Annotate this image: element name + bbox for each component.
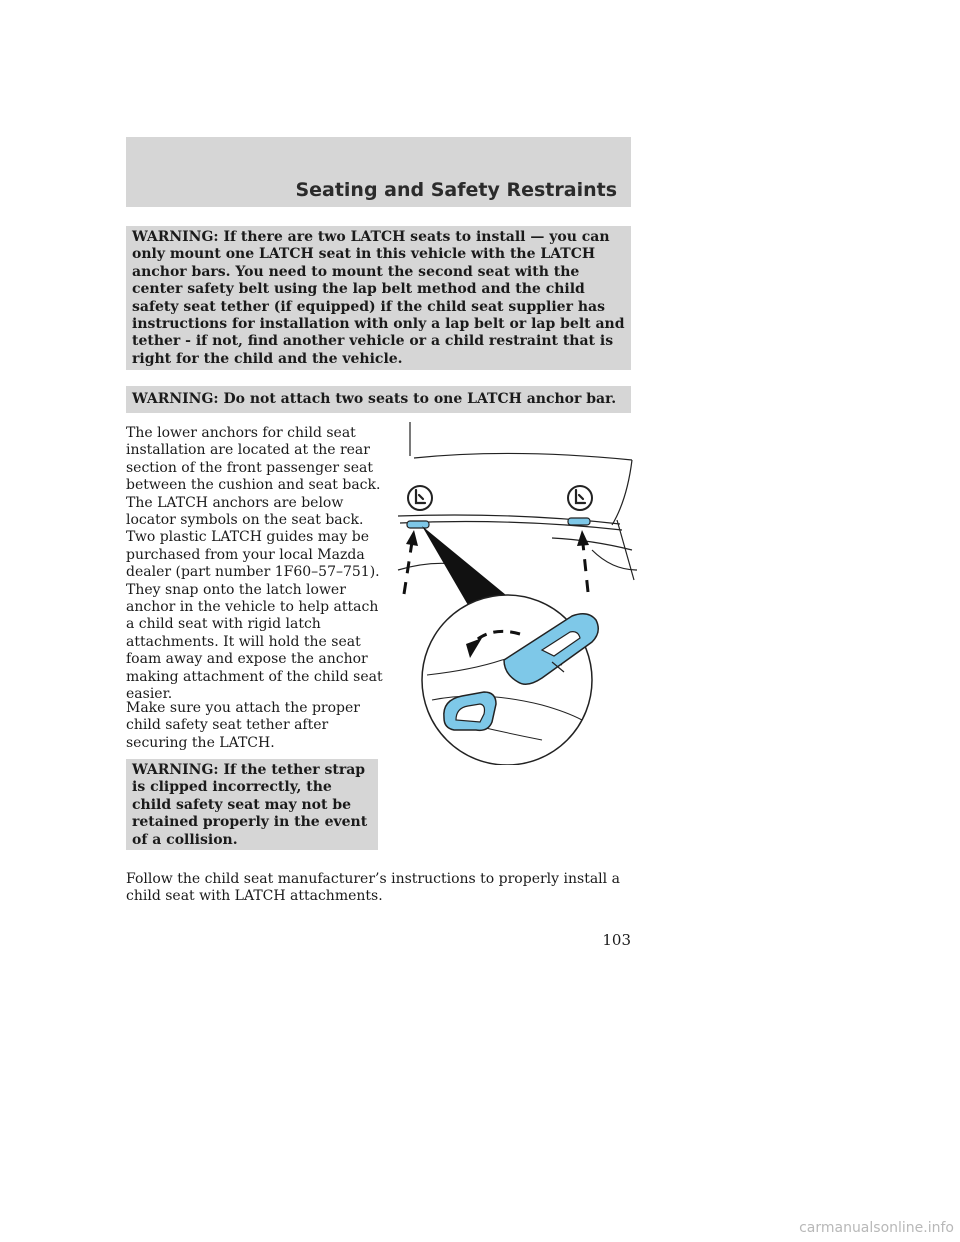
watermark: carmanualsonline.info [799, 1220, 954, 1236]
warning-box-two-latch-seats: WARNING: If there are two LATCH seats to install — you can only mount one LATCH seat in this vehicle with the LATCH anchor bars. You need to mount the second seat with the center safety belt using the lap belt method and the child safety seat tether (if equipped) if the child seat supplier has instructions for installation with only a lap belt or lap belt and tether - if not, find another vehicle or a child restraint that is right for the child and the vehicle. [126, 226, 631, 370]
latch-anchor-illustration [392, 420, 637, 765]
latch-anchor-left [407, 521, 429, 528]
paragraph-lower-anchors: The lower anchors for child seat installation are located at the rear section of the front passenger seat between the cushion and seat back. The LATCH anchors are below locator symbols on the seat back. Two plastic LATCH guides may be purchased from your local Mazda dealer (part number 1F60–57–751). They snap onto the latch lower anchor in the vehicle to help attach a child seat with rigid latch attachments. It will hold the seat foam away and expose the anchor making attachment of the child seat easier. [126, 425, 383, 703]
warning-box-tether-strap: WARNING: If the tether strap is clipped incorrectly, the child safety seat may not be retained properly in the event of a collision. [126, 759, 378, 850]
dashed-arrow-left [404, 530, 418, 594]
warning-box-one-anchor-bar: WARNING: Do not attach two seats to one LATCH anchor bar. [126, 386, 631, 413]
page-number: 103 [602, 931, 631, 949]
latch-anchor-right [568, 518, 590, 525]
paragraph-follow-instructions: Follow the child seat manufacturer’s instructions to properly install a child seat with LATCH attachments. [126, 871, 620, 905]
child-seat-locator-icon [408, 486, 432, 510]
dashed-arrow-right [577, 530, 589, 592]
section-title: Seating and Safety Restraints [295, 179, 617, 201]
paragraph-attach-tether: Make sure you attach the proper child safety seat tether after securing the LATCH. [126, 700, 360, 751]
child-seat-locator-icon [568, 486, 592, 510]
seat-outline [398, 422, 637, 580]
zoom-detail-circle [422, 595, 598, 765]
section-header [126, 137, 631, 207]
